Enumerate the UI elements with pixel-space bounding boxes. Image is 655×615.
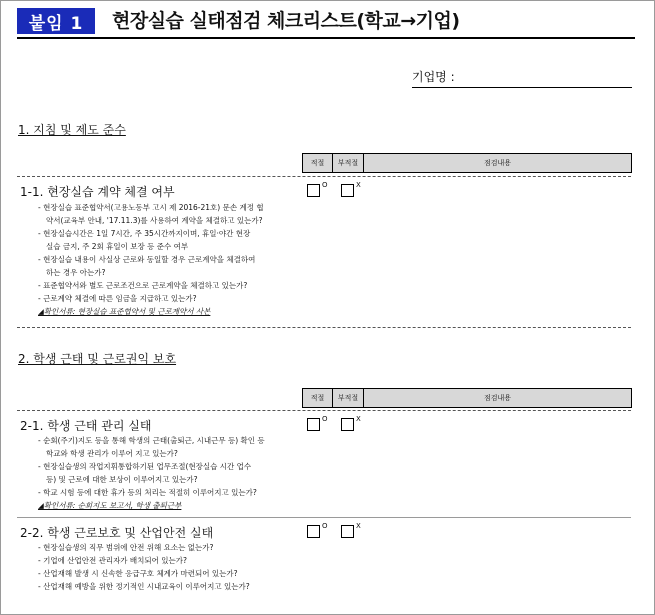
bullet-line: - 학교 시험 등에 대한 휴가 등의 처리는 적절히 이루어지고 있는가? [38,488,257,497]
checkbox-2-1-appropriate[interactable] [307,418,320,431]
checkbox-2-2-appropriate[interactable] [307,525,320,538]
item-title-2-1: 2-1. 학생 근태 관리 실태 [20,419,152,433]
section-title-2: 2. 학생 근태 및 근로권익 보호 [18,352,177,366]
bullet-line: - 현장실습 내용이 사실상 근로와 동일할 경우 근로계약을 체결하여 [38,255,256,264]
mark-ok: O [322,181,328,189]
bullet-line: - 산업재해 예방을 위한 정기적인 시내교육이 이루어지고 있는가? [38,582,250,591]
bullet-line: 실습 금지, 주 2회 휴일이 보장 등 준수 여부 [46,242,189,251]
header-inappropriate: 부적절 [332,389,363,407]
row-divider [17,327,631,328]
basis-documents: ◢확인서류: 현장실습 표준협약서 및 근로계약서 사본 [38,307,211,316]
section-title-1: 1. 지침 및 제도 준수 [18,123,126,137]
header-appropriate: 적절 [302,389,332,407]
item-title-1-1: 1-1. 현장실습 계약 체결 여부 [20,185,175,199]
checkbox-1-1-appropriate[interactable] [307,184,320,197]
item-bullets-1-1 [38,201,300,318]
checkbox-2-2-inappropriate[interactable] [341,525,354,538]
bullet-line: - 근로계약 체결에 따른 임금을 지급하고 있는가? [38,294,197,303]
header-appropriate: 적절 [302,154,332,172]
table-header-2 [302,388,632,408]
item-bullets-2-1 [38,434,300,512]
table-header-1 [302,153,632,173]
bullet-line: 등) 및 근로에 대한 보상이 이루어지고 있는가? [46,475,198,484]
page-title: 현장실습 실태점검 체크리스트(학교→기업) [112,10,460,32]
item-bullets-2-2 [38,541,300,593]
checkbox-1-1-inappropriate[interactable] [341,184,354,197]
bullet-line: - 기업에 산업안전 관리자가 배치되어 있는가? [38,556,188,565]
mark-not-ok: X [356,181,361,189]
mark-ok: O [322,415,328,423]
bullet-line: 하는 경우 아는가? [46,268,106,277]
title-underline [17,37,635,39]
header-check-content: 점검내용 [363,154,631,172]
company-name-field[interactable] [412,68,632,88]
mark-not-ok: X [356,415,361,423]
bullet-line: - 순회(주기)지도 등을 통해 학생의 근태(출퇴근, 시내근무 등) 확인 등 [38,436,265,445]
row-divider [17,410,631,411]
bullet-line: - 현장실습시간은 1일 7시간, 주 35시간까지이며, 휴일·야간 현장 [38,229,251,238]
bullet-line: - 현장실습생의 작업지휘통합하기된 업무조절(현장실습 시간 업수 [38,462,252,471]
checkbox-2-1-inappropriate[interactable] [341,418,354,431]
bullet-line: - 산업재해 발생 시 신속한 응급구호 체계가 마련되어 있는가? [38,569,238,578]
company-name-label: 기업명 : [412,70,455,84]
mark-not-ok: X [356,522,361,530]
item-title-2-2: 2-2. 학생 근로보호 및 산업안전 실태 [20,526,214,540]
bullet-line: - 현장실습생의 직무 범위에 안전 위해 요소는 없는가? [38,543,214,552]
mark-ok: O [322,522,328,530]
bullet-line: - 표준협약서와 별도 근로조건으로 근로계약을 체결하고 있는가? [38,281,248,290]
attachment-badge: 붙임 1 [17,8,95,34]
bullet-line: - 현장실습 표준협약서(고용노동부 고시 제 2016-21호) 문손 계정 협 [38,203,264,212]
header-check-content: 점검내용 [363,389,631,407]
bullet-line: 학교와 학생 관리가 이루어 지고 있는가? [46,449,178,458]
row-divider [17,517,631,518]
basis-documents: ◢확인서류: 순회지도 보고서, 학생 출퇴근부 [38,501,182,510]
header-inappropriate: 부적절 [332,154,363,172]
bullet-line: 약서(교육부 안내, '17.11.3)를 사용하여 계약을 체결하고 있는가? [46,216,263,225]
row-divider [17,176,631,177]
